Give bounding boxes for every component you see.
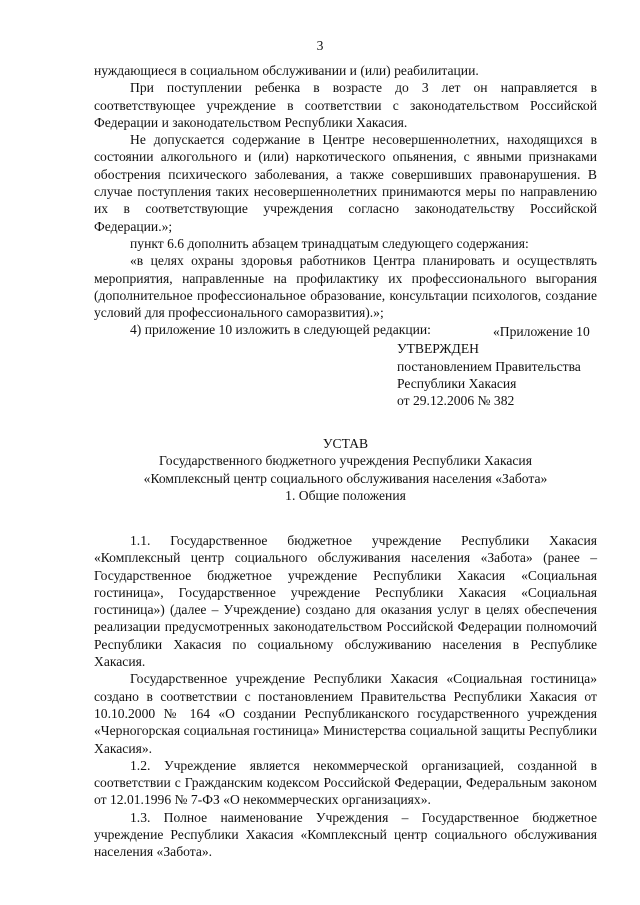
page-number: 3 xyxy=(316,38,324,53)
paragraph: 1.3. Полное наименование Учреждения – Государственное бюджетное учреждение Республики Хакасия «Комплексный центр социального обслуживания населения «Забота». xyxy=(94,809,597,860)
appendix-approval-block xyxy=(397,323,607,409)
body-text-top xyxy=(94,62,597,339)
charter-title: УСТАВ xyxy=(322,436,369,451)
paragraph: нуждающиеся в социальном обслуживании и (или) реабилитации. xyxy=(94,63,479,78)
paragraph: «в целях охраны здоровья работников Центра планировать и осуществлять мероприятия, направленные на профилактику их профессионального выгорания (дополнительное профессиональное образование, консультации психологов, создание условий для профессионального саморазвития).»; xyxy=(94,253,597,321)
paragraph: Государственное учреждение Республики Хакасия «Социальная гостиница» создано в соответствии с постановлением Правительства Республики Хакасия от 10.10.2000 № 164 «О создании Республиканского государственного учреждения «Черногорская социальная гостиница» Министерства социальной защиты Республики Хакасия». xyxy=(94,671,597,756)
decree-line: Республики Хакасия xyxy=(397,375,517,391)
approved-label: УТВЕРЖДЕН xyxy=(397,341,479,357)
paragraph: пункт 6.6 дополнить абзацем тринадцатым следующего содержания: xyxy=(130,235,529,251)
charter-heading-block xyxy=(94,435,597,504)
charter-subtitle: Государственного бюджетного учреждения Республики Хакасия xyxy=(159,453,532,469)
decree-line: постановлением Правительства xyxy=(397,358,581,374)
paragraph: При поступлении ребенка в возрасте до 3 лет он направляется в соответствующее учреждение в соответствии с законодательством Российской Федерации и законодательством Республики Хакасия. xyxy=(94,80,597,130)
decree-line: от 29.12.2006 № 382 xyxy=(397,393,515,409)
paragraph: 1.1. Государственное бюджетное учреждение Республики Хакасия «Комплексный центр социального обслуживания населения «Забота» (ранее – Государственное бюджетное учреждение Республики Хакасия «Социальная гостиница», Государственное учреждение Республики Хакасия «Социальная гостиница») (далее – Учреждение) создано для оказания услуг в целях обеспечения реализации предусмотренных законодательством Российской Федерации полномочий Республики Хакасия по социальному обслуживанию населения в Республике Хакасия. xyxy=(94,533,597,670)
section-heading: 1. Общие положения xyxy=(285,487,406,503)
paragraph: Не допускается содержание в Центре несовершеннолетних, находящихся в состоянии алкогольного и (или) наркотического опьянения, с явными признаками обострения психического заболевания, а также совершивших правонарушения. В случае поступления таких несовершеннолетних принимаются меры по направлению их в соответствующие учреждения согласно законодательству Российской Федерации.»; xyxy=(94,132,597,234)
appendix-label: «Приложение 10 xyxy=(493,324,590,339)
paragraph: 4) приложение 10 изложить в следующей редакции: xyxy=(130,322,431,338)
charter-subtitle: «Комплексный центр социального обслуживания населения «Забота» xyxy=(143,470,548,486)
paragraph: 1.2. Учреждение является некоммерческой организацией, созданной в соответствии с Гражданским кодексом Российской Федерации, Федеральным законом от 12.01.1996 № 7-ФЗ «О некоммерческих организациях». xyxy=(94,757,597,808)
body-text-bottom xyxy=(94,532,597,861)
